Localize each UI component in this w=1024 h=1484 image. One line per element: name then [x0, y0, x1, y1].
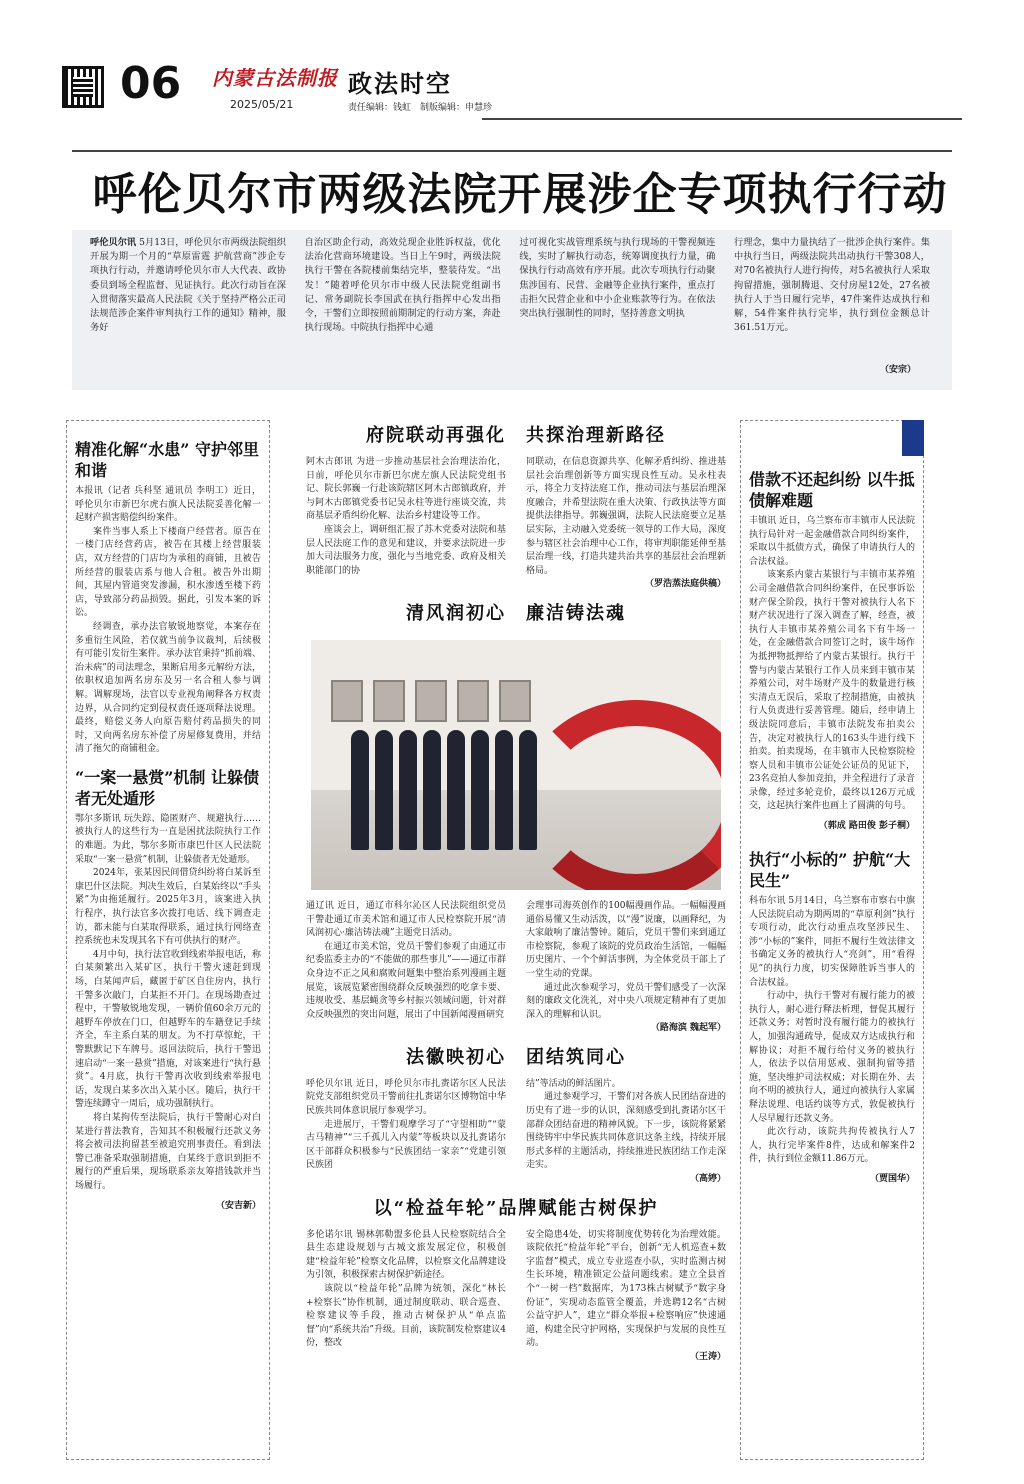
article-title: 执行“小标的” 护航“大民生”	[749, 850, 911, 891]
article-paragraph: 安全隐患4处，切实将制度优势转化为治理效能。该院依托“检益年轮”平台，创新“无人机巡查+数字监督”模式，成立专业巡查小队，实时监测古树生长环境，精准锁定公益问题线索。建立全县首个“一树一档”数据库，为173株古树赋予“数字身份证”，实现动态监管全覆盖，并选聘12名“古树公益守护人”，建立“群众举报+检察响应”快速通道，构建全民守护网格，实现保护与发展的良性互动。	[526, 1229, 726, 1349]
article-paragraph: 通过参观学习，干警们对各族人民团结奋进的历史有了进一步的认识，深刻感受到扎赉诺尔区干部群众团结奋进的精神风貌。下一步，该院将紧紧围绕铸牢中华民族共同体意识这条主线，持续开展形式多样的主题活动，持续推进民族团结工作走深走实。	[526, 1092, 726, 1171]
lead-text-4: 行理念，集中力量执结了一批涉企执行案件。集中执行当日，两级法院共出动执行干警308人，对70名被执行人进行拘传，对5名被执行人采取拘留措施，强制腾退、交付房屋12处，27名被执行人于当日履行完毕，47件案件达成执行和解，54件案件执行完毕，执行到位金额总计361.51万元。	[733, 237, 930, 334]
article-byline: （安吉新）	[215, 1200, 261, 1211]
middle-column	[306, 420, 726, 1460]
article-lead: 呼伦贝尔讯 近日，呼伦贝尔市扎赉诺尔区人民法院党支部组织党员干警前往扎赉诺尔区博物馆中华民族共同体意识展厅参观学习。	[306, 1078, 506, 1117]
left-column	[66, 420, 270, 1460]
newspaper-logo: 内蒙古法制报	[212, 66, 338, 90]
article-lead: 多伦诺尔讯 锡林郭勒盟多伦县人民检察院结合全县生态建设规划与古城文旅发展定位，积极创建“检益年轮”检察文化品牌，以检察文化品牌建设为引领，积极探索古树保护新途径。	[306, 1229, 506, 1281]
photo-frames	[331, 680, 531, 722]
lead-column-1	[90, 236, 286, 376]
gallery-photo	[311, 640, 721, 890]
article-paragraph: 同联动，在信息资源共享、化解矛盾纠纷、推进基层社会治理创新等方面实现良性互动。吴永柱表示，将全力支持法庭工作，推动司法与基层治理深度融合，并希望法院在重大决策、行政执法等方面提供法律指导。郭巍强调，法院人民法庭要立足基层实际，主动融入党委统一领导的工作大局，深度参与辖区社会治理中心工作，将审判职能延伸至基层治理一线，打造共建共治共享的基层社会治理新格局。	[526, 457, 726, 576]
lead-text-3: 过可视化实战管理系统与执行现场的干警视频连线，实时了解执行动态，统筹调度执行力量，确保执行行动高效有序开展。此次专项执行行动聚焦涉国有、民营、金融等企业执行案件，重点打击拒欠民营企业和中小企业账款等行为。在依法突出执行强制性的同时，坚持善意文明执	[519, 237, 716, 320]
lead-column-3	[519, 236, 715, 376]
article-paragraph: 通过此次参观学习，党员干警们感受了一次深刻的廉政文化洗礼，对中央八项规定精神有了更加深入的理解和认识。	[526, 982, 726, 1020]
article-paragraph: 该院以“检益年轮”品牌为统领，深化“林长+检察长”协作机制，通过制度联动、联合巡查、检察建议等手段，推动古树保护从“单点监督”向“系统共治”升级。目前，该院制发检察建议4份，整改	[306, 1284, 506, 1349]
main-headline: 呼伦贝尔市两级法院开展涉企专项执行行动	[92, 169, 948, 220]
article-lead: 鄂尔多斯讯 玩失踪、隐匿财产、规避执行……被执行人的这些行为一直是困扰法院执行工作的难题。为此，鄂尔多斯市康巴什区人民法院采取“一案一悬赏”机制，让躲债者无处遁形。	[75, 813, 261, 865]
article-paragraph: 会理事司海英创作的100幅漫画作品。一幅幅漫画通俗易懂又生动活泼，以“漫”说廉，以画释纪，为大家敲响了廉洁警钟。随后，党员干警们来到通辽市检察院，参观了该院的党员政治生活馆，一幅幅历史图片、一个个鲜活事例，为全体党员干部上了一堂生动的党课。	[526, 900, 726, 979]
article-body	[306, 900, 726, 1036]
article-title: 精准化解“水患” 守护邻里和谐	[75, 440, 259, 480]
corner-accent	[902, 420, 924, 456]
article-lead: 阿木古郎讯 为进一步推动基层社会治理法治化，日前，呼伦贝尔市新巴尔虎左旗人民法院党组书记、院长郭巍一行赴该院辖区阿木古郎镇政府，并与阿木古郎镇党委书记吴永柱等进行座谈交流，共商基层矛盾纠纷化解、法治乡村建设等工作。	[306, 457, 506, 522]
masthead-rule	[482, 118, 962, 120]
article-paragraph: 2024年，张某因民间借贷纠纷将白某诉至康巴什区法院。判决生效后，白某始终以“手头紧”为由拖延履行。2025年3月，该案进入执行程序，执行法官多次拨打电话、线下调查走访，都未能与白某取得联系，通过执行网络查控系统也未发现其名下有可供执行的财产。	[75, 868, 261, 947]
qr-code-icon	[62, 66, 104, 108]
lead-dateline: 呼伦贝尔讯	[90, 237, 137, 248]
right-column	[740, 420, 924, 1460]
article-title: 以“检益年轮”品牌赋能古树保护	[373, 1197, 659, 1219]
article-byline: （郭成 路田俊 彭子桐）	[818, 821, 915, 832]
article-title: “一案一悬赏”机制 让躲债者无处遁形	[75, 767, 259, 808]
masthead	[62, 58, 962, 124]
article-title: 府院联动再强化 共探治理新路径	[366, 425, 666, 446]
article-body	[306, 1229, 726, 1365]
article-title: 借款不还起纠纷 以牛抵债解难题	[749, 470, 915, 510]
article-lead: 通辽讯 近日，通辽市科尔沁区人民法院组织党员干警赴通辽市美术馆和通辽市人民检察院开展“清风润初心·廉洁铸法魂”主题党日活动。	[306, 900, 506, 939]
lead-byline: （安宗）	[880, 365, 917, 375]
editor-credits: 责任编辑：钱虹 制版编辑：申慧珍	[348, 103, 493, 113]
article-paragraph: 此次行动，该院共拘传被执行人7人，执行完毕案件8件，达成和解案件2件，执行到位金额11.86万元。	[749, 1127, 915, 1165]
article-byline: （路海滨 魏起军）	[650, 1023, 726, 1034]
article-paragraph: 座谈会上，调研组汇报了苏木党委对法院和基层人民法庭工作的意见和建议，并要求法院进一步加大司法服务力度，强化与当地党委、政府及相关职能部门的协	[306, 524, 506, 576]
lead-column-4	[734, 236, 930, 376]
article-byline: （贾国华）	[869, 1173, 915, 1184]
article-lead: 丰镇讯 近日，乌兰察布市丰镇市人民法院执行局针对一起金融借款合同纠纷案件，采取以牛抵债方式，确保了申请执行人的合法权益。	[749, 516, 915, 567]
article-byline: （王涛）	[689, 1351, 726, 1362]
lead-story	[90, 236, 930, 376]
article-lead: 本报讯（记者 兵科坚 通讯员 李明工）近日，呼伦贝尔市新巴尔虎右旗人民法院妥善化解一起财产损害赔偿纠纷案件。	[75, 486, 261, 524]
lead-column-2	[305, 236, 501, 376]
article-paragraph: 走进展厅，干警们观摩学习了“守望相助”“蒙古马精神”“三千孤儿入内蒙”等板块以及扎赉诺尔区干部群众积极参与“民族团结一家亲”“党建引领民族团	[306, 1119, 506, 1171]
article-lead: 科布尔讯 5月14日，乌兰察布市察右中旗人民法院启动为期两周的“草原利剑”执行专项行动，此次行动重点攻坚涉民生、涉“小标的”案件，同拒不履行生效法律文书确定义务的被执行人“亮剑”，用“看得见”的执行力度，切实保障胜诉当事人的合法权益。	[749, 896, 915, 988]
article-paragraph: 将白某拘传至法院后，执行干警耐心对白某进行普法教育，告知其不积极履行还款义务将会被司法拘留甚至被追究刑事责任。看到法警已准备采取强制措施，白某终于意识到拒不履行的严重后果，现场联系亲友筹措钱款并当场履行。	[75, 1112, 261, 1191]
article-paragraph: 该案系内蒙古某银行与丰镇市某养殖公司金融借款合同纠纷案件，在民事诉讼财产保全阶段，执行干警对被执行人名下财产状况进行了深入调查了解，经查，被执行人丰镇市某养殖公司名下有牛场一处，在金融借款合同签订之时，该牛场作为抵押物抵押给了内蒙古某银行。执行干警与内蒙古某银行工作人员来到丰镇市某养殖公司，对牛场财产及牛的数量进行核实清点无误后，采取了控制措施，由被执行人负责进行妥善管理。随后，经申请上级法院同意后，丰镇市法院发布拍卖公告，决定对被执行人的163头牛进行线下拍卖。拍卖现场，在丰镇市人民检察院检察人员和丰镇市公证处公证员的见证下，23名竞拍人参加竞拍，并全程进行了录音录像，经过多轮竞价，最终以126万元成交，这起执行案件也画上了圆满的句号。	[749, 570, 915, 812]
article-paragraph: 在通辽市美术馆，党员干警们参观了由通辽市纪委监委主办的“不能做的那些事儿”——通辽市群众身边不正之风和腐败问题集中整治系列漫画主题展览，该展览紧密围绕群众反映强烈的吃拿卡要、违规收受、基层蝇贪等乡村振兴领域问题，针对群众反映强烈的突出问题，展出了中国新闻漫画研究	[306, 941, 506, 1020]
article-body	[306, 1078, 726, 1187]
article-title: 法徽映初心 团结筑同心	[406, 1046, 626, 1068]
article-byline: （罗浩蒸法庭供稿）	[644, 579, 726, 590]
issue-date: 2025/05/21	[230, 98, 294, 111]
article-body	[306, 456, 726, 592]
article-paragraph: 结”等活动的鲜活图片。	[526, 1078, 621, 1089]
article-title: 清风润初心 廉洁铸法魂	[406, 602, 626, 624]
article-paragraph: 4月中旬，执行法官收到线索举报电话，称白某频繁出入某矿区，执行干警火速赶到现场，白某闻声后，藏匿于矿区自住房内，执行干警多次敲门，白某拒不开门。在现场勘查过程中，干警敏锐地发现，一辆价值60余万元的越野车停放在门口，但越野车的车籍登记手续齐全，车主系白某的朋友。为不打草惊蛇，干警默默记下车牌号。返回法院后，执行干警迅速启动“一案一悬赏”措施，对该案进行“执行悬赏”。4月底，执行干警再次收到线索举报电话，发现白某多次出入某小区。随后，执行干警连续蹲守一周后，成功强制执行。	[75, 949, 261, 1110]
lead-text-2: 自治区助企行动，高效兑现企业胜诉权益，优化法治化营商环境建设。当日上午9时，两级法院执行干警在各院楼前集结完毕，整装待发。“出发！”随着呼伦贝尔市中级人民法院党组副书记、常务副院长李国武在执行指挥中心发出指令，干警们立即按照前期制定的行动方案，奔赴执行现场。中院执行指挥中心通	[304, 237, 501, 334]
photo-people	[351, 730, 537, 850]
article-paragraph: 经调查，承办法官敏锐地察觉，本案存在多重衍生风险，若仅就当前争议裁判，后续极有可能引发衍生案件。承办法官秉持“抓前端、治未病”的司法理念，果断启用多元解纷方法，依职权追加两名房东及另一名合租人参与调解。调解现场，法官以专业视角阐释各方权责边界，从合同约定到侵权责任逐项释法说理。最终，赔偿义务人向原告赔付药品损失的同时，又向两名房东补偿了房屋修复费用，并结清了拖欠的商铺租金。	[75, 621, 261, 755]
headline-rule	[72, 150, 952, 152]
article-byline: （高婷）	[689, 1174, 726, 1185]
page-number: 06	[120, 58, 182, 109]
article-paragraph: 行动中，执行干警对有履行能力的被执行人，耐心进行释法析理，督促其履行还款义务；对暂时没有履行能力的被执行人，加强沟通疏导，促成双方达成执行和解协议；对拒不履行给付义务的被执行人，依法予以信用惩戒、强制拘留等措施，坚决维护司法权威；对长期在外、去向不明的被执行人，通过向被执行人家属释法说理、电话约谈等方式，敦促被执行人尽早履行还款义务。	[749, 991, 915, 1124]
lead-text-1: 5月13日，呼伦贝尔市两级法院组织开展为期一个月的“草原雷霆 护航营商”涉企专项执行行动，并邀请呼伦贝尔市人大代表、政协委员到场全程监督、见证执行。此次行动旨在深入贯彻落实最高人民法院《关于坚持严格公正司法规范涉企案件审判执行工作的通知》精神，服务好	[90, 237, 286, 334]
article-paragraph: 案件当事人系上下楼商户经营者。原告在一楼门店经营药店，被告在其楼上经营服装店，双方经营的门店均为承租的商铺，且被告所经营的服装店系与他人合租。被告外出期间，其屋内管道突发渗漏，积水渗透至楼下药店，导致部分药品损毁。据此，引发本案的诉讼。	[75, 526, 261, 619]
section-title: 政法时空	[348, 69, 452, 98]
